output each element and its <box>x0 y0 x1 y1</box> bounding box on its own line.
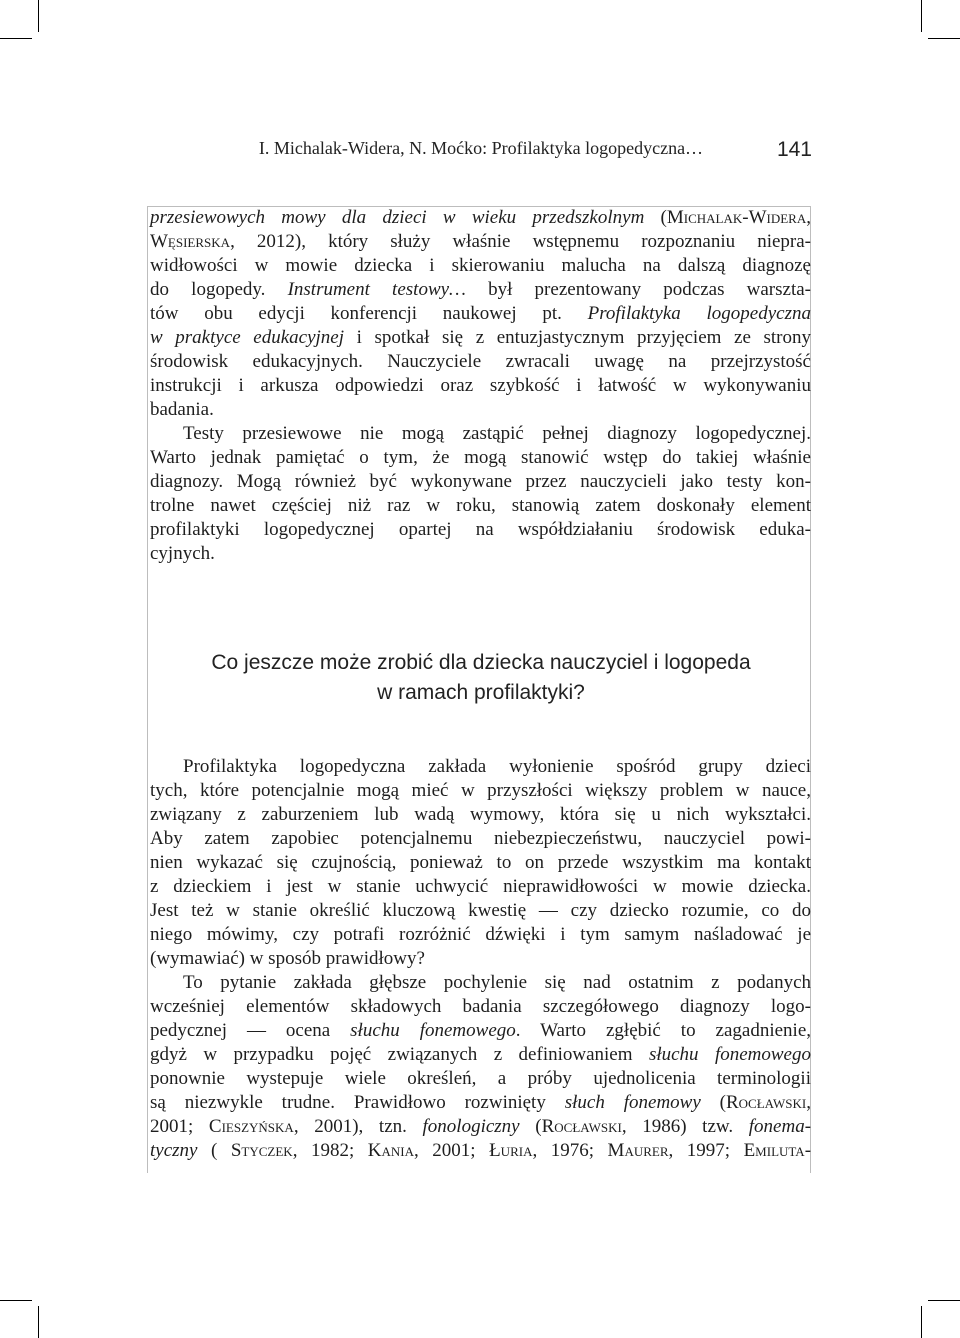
section-heading <box>150 648 812 708</box>
text-line: tyczny ( Styczek, 1982; Kania, 2001; Łuria, 1976; Maurer, 1997; Emiluta- <box>150 1140 812 1161</box>
text-line: związany z zaburzeniem lub wadą wymowy, która się u nich wykształci. <box>150 804 811 825</box>
text-line: Aby zatem zapobiec potencjalnemu niebezpieczeństwu, nauczyciel powi- <box>150 828 811 849</box>
text-line: profilaktyki logopedycznej opartej na współdziałaniu środowisk eduka- <box>150 519 811 540</box>
text-line: Testy przesiewowe nie mogą zastąpić pełnej diagnozy logopedycznej. <box>183 423 811 444</box>
text-line: Profilaktyka logopedyczna zakłada wyłonienie spośród grupy dzieci <box>183 756 811 777</box>
text-line: nien wykazać się czujnością, ponieważ to on przede wszystkim ma kontakt <box>150 852 811 873</box>
text-line: Jest też w stanie określić kluczową kwestię — czy dziecko rozumie, co do <box>150 900 811 921</box>
text-line: ponownie wystepuje wiele określeń, a próby ujednolicenia terminologii <box>150 1068 811 1089</box>
text-line: 2001; Cieszyńska, 2001), tzn. fonologiczny (Rocławski, 1986) tzw. fonema- <box>150 1116 812 1137</box>
body-section-1 <box>150 206 811 566</box>
text-line: To pytanie zakłada głębsze pochylenie się nad ostatnim z podanych <box>183 972 811 993</box>
running-head: I. Michalak-Widera, N. Moćko: Profilaktyka logopedyczna… <box>258 138 704 158</box>
text-line: niego mówimy, czy potrafi rozróżnić dźwięki i tym samym naśladować je <box>150 924 811 945</box>
text-line: przesiewowych mowy dla dzieci w wieku przedszkolnym (Michalak-Widera, <box>150 207 811 228</box>
text-line: instrukcji i arkusza odpowiedzi oraz szybkość i łatwość w wykonywaniu <box>150 375 811 396</box>
text-line: cyjnych. <box>150 543 215 564</box>
text-line: gdyż w przypadku pojęć związanych z definiowaniem słuchu fonemowego <box>150 1044 811 1065</box>
text-line: wcześniej elementów składowych badania szczegółowego diagnozy logo- <box>150 996 811 1017</box>
crop-mark <box>38 1306 39 1338</box>
heading-line: Co jeszcze może zrobić dla dziecka nauczyciel i logopeda <box>211 651 751 674</box>
crop-mark <box>0 1300 32 1301</box>
text-line: Węsierska, 2012), który służy właśnie wstępnemu rozpoznaniu niepra- <box>150 231 811 252</box>
text-line: badania. <box>150 399 214 420</box>
crop-mark <box>921 1306 922 1338</box>
text-line: w praktyce edukacyjnej i spotkał się z entuzjastycznym przyjęciem ze strony <box>150 327 811 348</box>
crop-mark <box>921 0 922 32</box>
text-line: środowisk edukacyjnych. Nauczyciele zwracali uwagę na przejrzystość <box>150 351 811 372</box>
heading-line: w ramach profilaktyki? <box>377 681 585 704</box>
body-section-2 <box>150 755 811 1163</box>
text-line: (wymawiać) w sposób prawidłowy? <box>150 948 425 969</box>
text-line: z dzieckiem i jest w stanie uchwycić nieprawidłowości w mowie dziecka. <box>150 876 811 897</box>
crop-mark <box>38 0 39 32</box>
text-line: tów obu edycji konferencji naukowej pt. Profilaktyka logopedyczna <box>150 303 811 324</box>
crop-mark <box>928 38 960 39</box>
text-line: widłowości w mowie dziecka i skierowaniu malucha na dalszą diagnozę <box>150 255 811 276</box>
text-line: trolne nawet częściej niż raz w roku, stanowią zatem doskonały element <box>150 495 811 516</box>
crop-mark <box>928 1300 960 1301</box>
text-line: pedycznej — ocena słuchu fonemowego. Warto zgłębić to zagadnienie, <box>150 1020 811 1041</box>
text-line: diagnozy. Mogą również być wykonywane przez nauczycieli jako testy kon- <box>150 471 811 492</box>
text-line: do logopedy. Instrument testowy… był prezentowany podczas warszta- <box>150 279 811 300</box>
text-line: Warto jednak pamiętać o tym, że mogą stanowić wstęp do takiej właśnie <box>150 447 811 468</box>
text-line: są niezwykle trudne. Prawidłowo rozwinięty słuch fonemowy (Rocławski, <box>150 1092 811 1113</box>
page-number: 141 <box>776 138 812 161</box>
text-line: tych, które potencjalnie mogą mieć w przyszłości większy problem w nauce, <box>150 780 811 801</box>
crop-mark <box>0 38 32 39</box>
